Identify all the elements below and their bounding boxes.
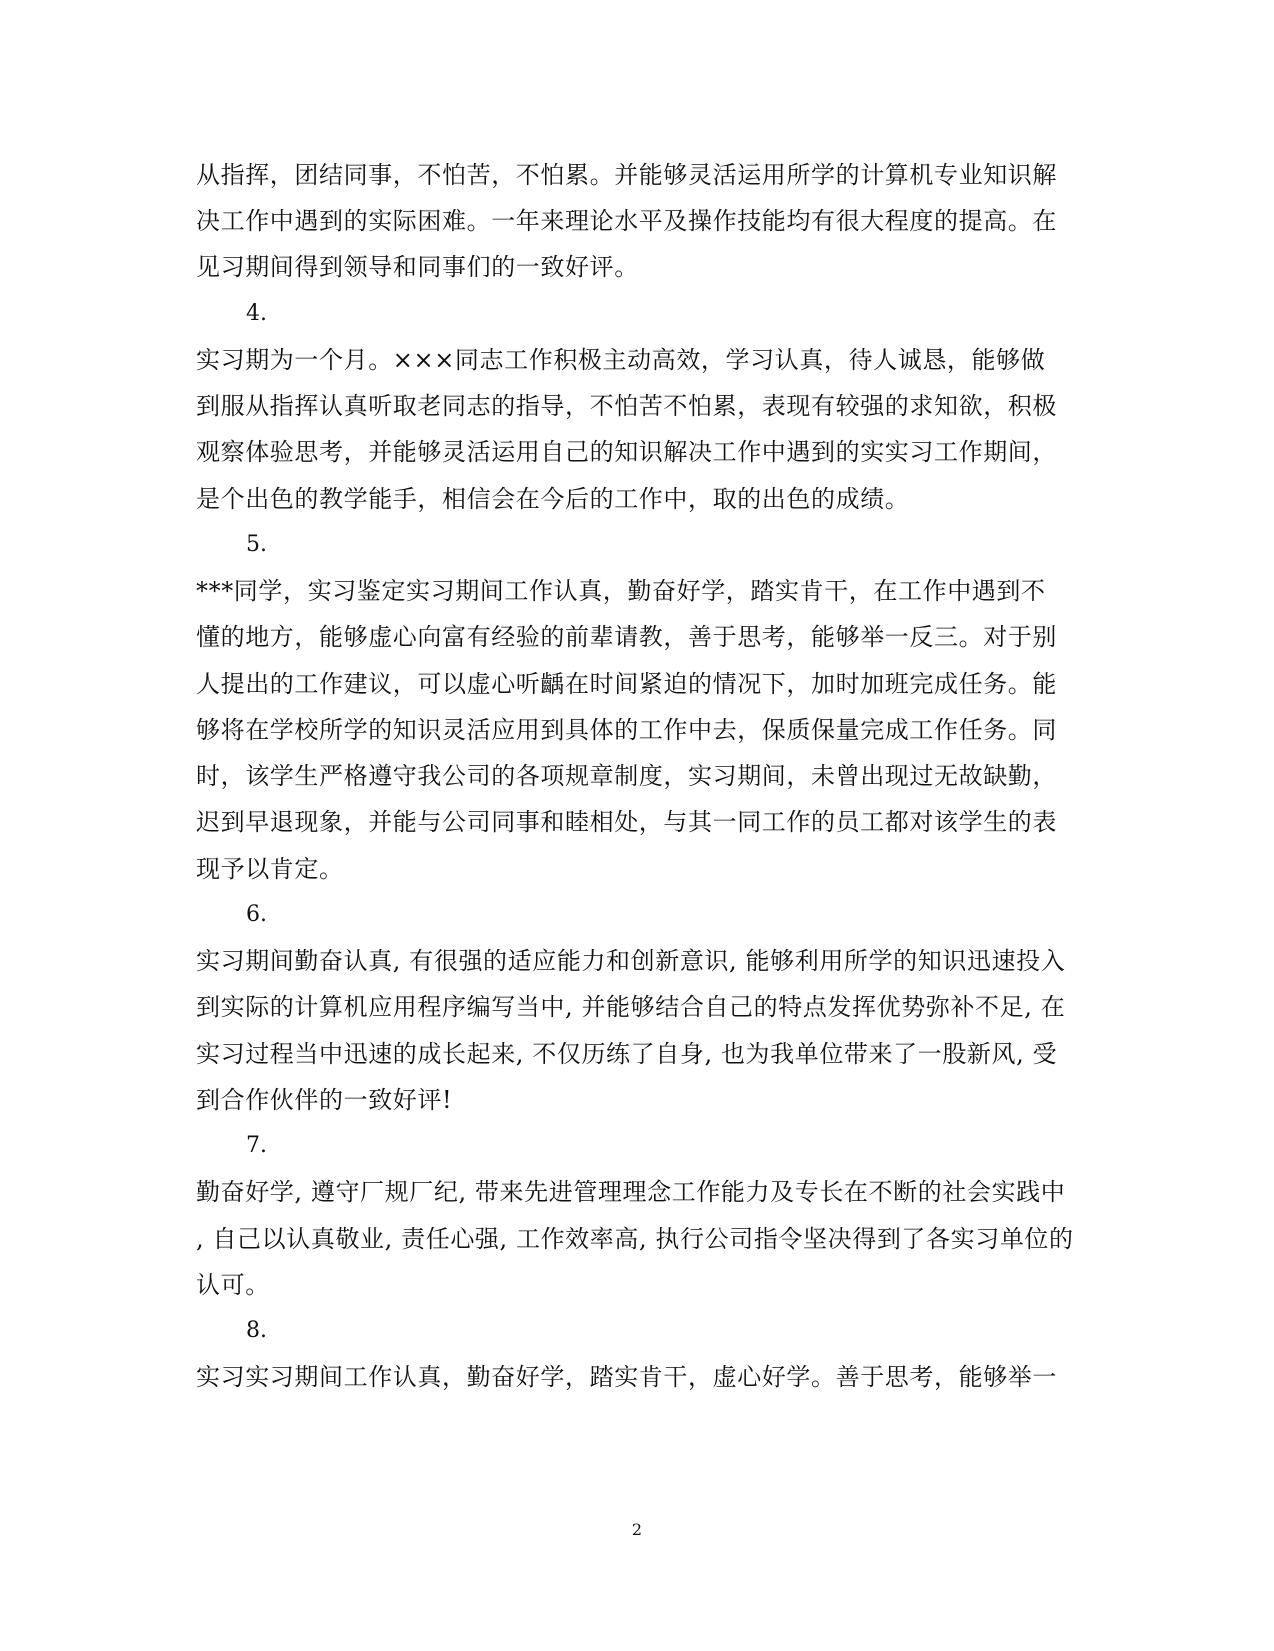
- item-number: 4.: [246, 301, 267, 326]
- item-number: 7.: [246, 1133, 267, 1158]
- text-line: 实习过程当中迅速的成长起来, 不仅历练了自身, 也为我单位带来了一股新风, 受: [196, 1040, 1058, 1068]
- text-line: 到服从指挥认真听取老同志的指导，不怕苦不怕累，表现有较强的求知欲，积极: [196, 392, 1057, 420]
- text-line: 认可。: [196, 1271, 270, 1299]
- text-line: 到合作伙伴的一致好评!: [196, 1086, 453, 1114]
- text-line: 人提出的工作建议，可以虚心听齲在时间紧迫的情况下，加时加班完成任务。能: [196, 670, 1057, 698]
- text-line: 懂的地方，能够虚心向富有经验的前辈请教，善于思考，能够举一反三。对于别: [196, 623, 1057, 651]
- text-line: , 自己以认真敬业, 责任心强, 工作效率高, 执行公司指令坚决得到了各实习单位的: [196, 1225, 1074, 1253]
- text-line: 实习实习期间工作认真，勤奋好学，踏实肯干，虚心好学。善于思考，能够举一: [196, 1363, 1057, 1391]
- text-line: 现予以肯定。: [196, 855, 344, 883]
- text-line: 观察体验思考，并能够灵活运用自己的知识解决工作中遇到的实实习工作期间，: [196, 438, 1057, 466]
- text-line: 时，该学生严格遵守我公司的各项规章制度，实习期间，未曾出现过无故缺勤，: [196, 762, 1057, 790]
- text-line: 勤奋好学, 遵守厂规厂纪, 带来先进管理理念工作能力及专长在不断的社会实践中: [196, 1178, 1066, 1206]
- item-number: 5.: [246, 532, 267, 557]
- text-line: 到实际的计算机应用程序编写当中, 并能够结合自己的特点发挥优势弥补不足, 在: [196, 993, 1066, 1021]
- text-line: 从指挥，团结同事，不怕苦，不怕累。并能够灵活运用所学的计算机专业知识解: [196, 161, 1057, 189]
- item-number: 6.: [246, 902, 267, 927]
- text-line: 决工作中遇到的实际困难。一年来理论水平及操作技能均有很大程度的提高。在: [196, 207, 1057, 235]
- text-line: 实习期为一个月。×××同志工作积极主动高效，学习认真，待人诚恳，能够做: [196, 346, 1046, 374]
- page-number: 2: [631, 1520, 643, 1539]
- text-line: 见习期间得到领导和同事们的一致好评。: [196, 253, 639, 281]
- text-line: 够将在学校所学的知识灵活应用到具体的工作中去，保质保量完成工作任务。同: [196, 716, 1057, 744]
- text-line: 是个出色的教学能手，相信会在今后的工作中，取的出色的成绩。: [196, 485, 910, 513]
- text-line: ***同学，实习鉴定实习期间工作认真，勤奋好学，踏实肯干，在工作中遇到不: [196, 577, 1046, 605]
- text-line: 实习期间勤奋认真, 有很强的适应能力和创新意识, 能够利用所学的知识迅速投入: [196, 947, 1066, 975]
- text-line: 迟到早退现象，并能与公司同事和睦相处，与其一同工作的员工都对该学生的表: [196, 808, 1057, 836]
- item-number: 8.: [246, 1318, 267, 1343]
